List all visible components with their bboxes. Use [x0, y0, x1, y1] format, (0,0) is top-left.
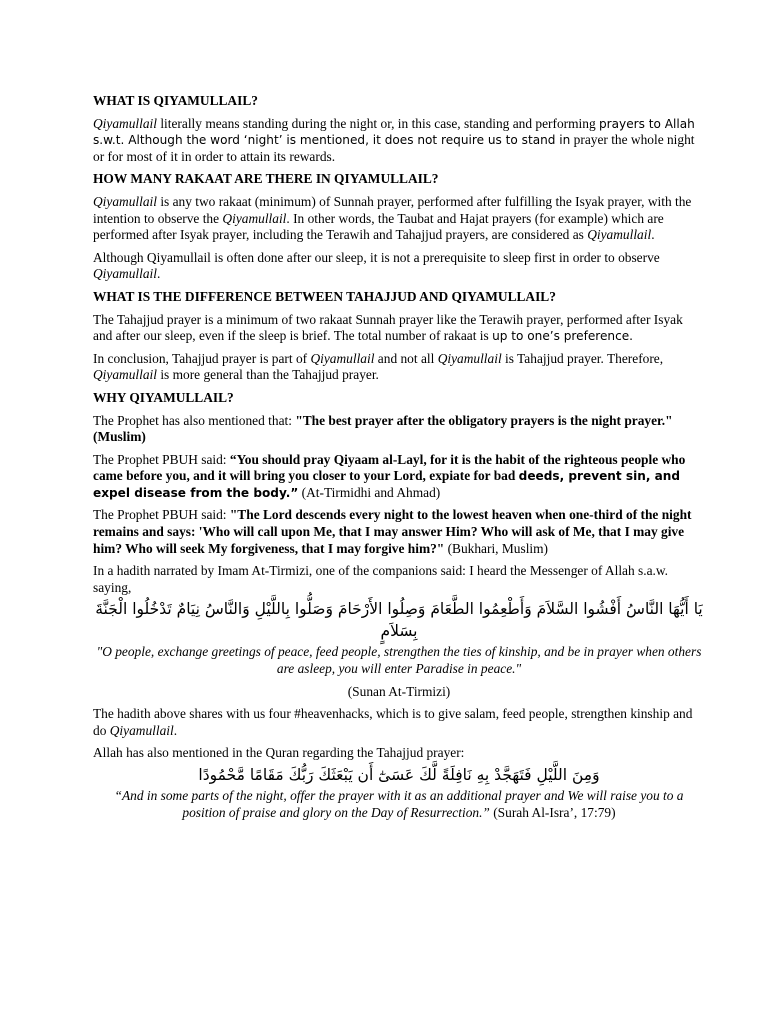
heading-difference: WHAT IS THE DIFFERENCE BETWEEN TAHAJJUD AND QIYAMULLAIL?	[93, 288, 556, 304]
source-tirmizi: (Sunan At-Tirmizi)	[347, 683, 451, 699]
paragraph-definition: Qiyamullail literally means standing during the night or, in this case, standing and performing prayers to Allah s.w.t. Although the word ‘night’ is mentioned, it does not require us to stand in prayer the whole night or for most of it in order to attain its rewards.	[93, 115, 695, 164]
paragraph-rakaat: Qiyamullail is any two rakaat (minimum) of Sunnah prayer, performed after fulfilling the Isyak prayer, with the intention to observe the Qiyamullail. In other words, the Taubat and Hajat prayers (for example) which are performed after Isyak prayer, including the Terawih and Tahajjud prayers, are considered as Qiyamullail.	[93, 193, 692, 243]
paragraph-lord-descends: The Prophet PBUH said: "The Lord descends every night to the lowest heaven when one-third of the night remains and says: 'Who will call upon Me, that I may answer Him? Who will ask of Me, that I may give him? Who will seek My forgiveness, that I may forgive him?" (Bukhari, Muslim)	[93, 507, 692, 556]
paragraph-quran-intro: Allah has also mentioned in the Quran regarding the Tahajjud prayer:	[93, 745, 465, 761]
paragraph-heavenhacks: The hadith above shares with us four #heavenhacks, which is to give salam, feed people, strengthen kinship and do Qiyamullail.	[93, 706, 693, 738]
translation-verse: “And in some parts of the night, offer the prayer with it as an additional prayer and We will raise you to a position of praise and glory on the Day of Resurrection.” (Surah Al-Isra’, 17:79)	[114, 788, 684, 820]
term: Qiyamullail	[93, 115, 157, 131]
arabic-verse: وَمِنَ اللَّيْلِ فَتَهَجَّدْ بِهِ نَافِلَةً لَّكَ عَسَىٰٓ أَن يَبْعَثَكَ رَبُّكَ مَقَامًا مَّحْمُودًا	[198, 766, 600, 784]
document-page	[93, 93, 705, 827]
paragraph-tahajjud: The Tahajjud prayer is a minimum of two rakaat Sunnah prayer like the Terawih prayer, performed after Isyak and after our sleep, even if the sleep is brief. The total number of rakaat is up to one’s preference.	[93, 311, 683, 344]
paragraph-sleep: Although Qiyamullail is often done after our sleep, it is not a prerequisite to sleep first in order to observe Qiyamullail.	[93, 249, 660, 282]
heading-how-many: HOW MANY RAKAAT ARE THERE IN QIYAMULLAIL?	[93, 171, 439, 187]
heading-why: WHY QIYAMULLAIL?	[93, 389, 234, 405]
translation-hadith: "O people, exchange greetings of peace, feed people, strengthen the ties of kinship, and be in prayer when others are asleep, you will enter Paradise in peace."	[96, 644, 702, 677]
paragraph-best-prayer: The Prophet has also mentioned that: "The best prayer after the obligatory prayers is the night prayer." (Muslim)	[93, 412, 673, 445]
paragraph-conclusion: In conclusion, Tahajjud prayer is part of Qiyamullail and not all Qiyamullail is Tahajjud prayer. Therefore, Qiyamullail is more general than the Tahajjud prayer.	[93, 350, 664, 383]
heading-what-is: WHAT IS QIYAMULLAIL?	[93, 93, 258, 108]
paragraph-narration: In a hadith narrated by Imam At-Tirmizi, one of the companions said: I heard the Messenger of Allah s.a.w. saying,	[93, 563, 669, 595]
paragraph-qiyaam-hadith: The Prophet PBUH said: “You should pray Qiyaam al-Layl, for it is the habit of the righteous people who came before you, and it will bring you closer to your Lord, expiate for bad deeds, prevent sin, and expel disease from the body.” (At-Tirmidhi and Ahmad)	[93, 451, 686, 500]
arabic-hadith: يَا أَيُّهَا النَّاسُ أَفْشُوا السَّلاَمَ وَأَطْعِمُوا الطَّعَامَ وَصِلُوا الأَرْحَامَ وَصَلُّوا بِاللَّيْلِ وَالنَّاسُ نِيَامٌ تَدْخُلُوا الْجَنَّةَ بِسَلاَمٍ	[95, 600, 703, 641]
